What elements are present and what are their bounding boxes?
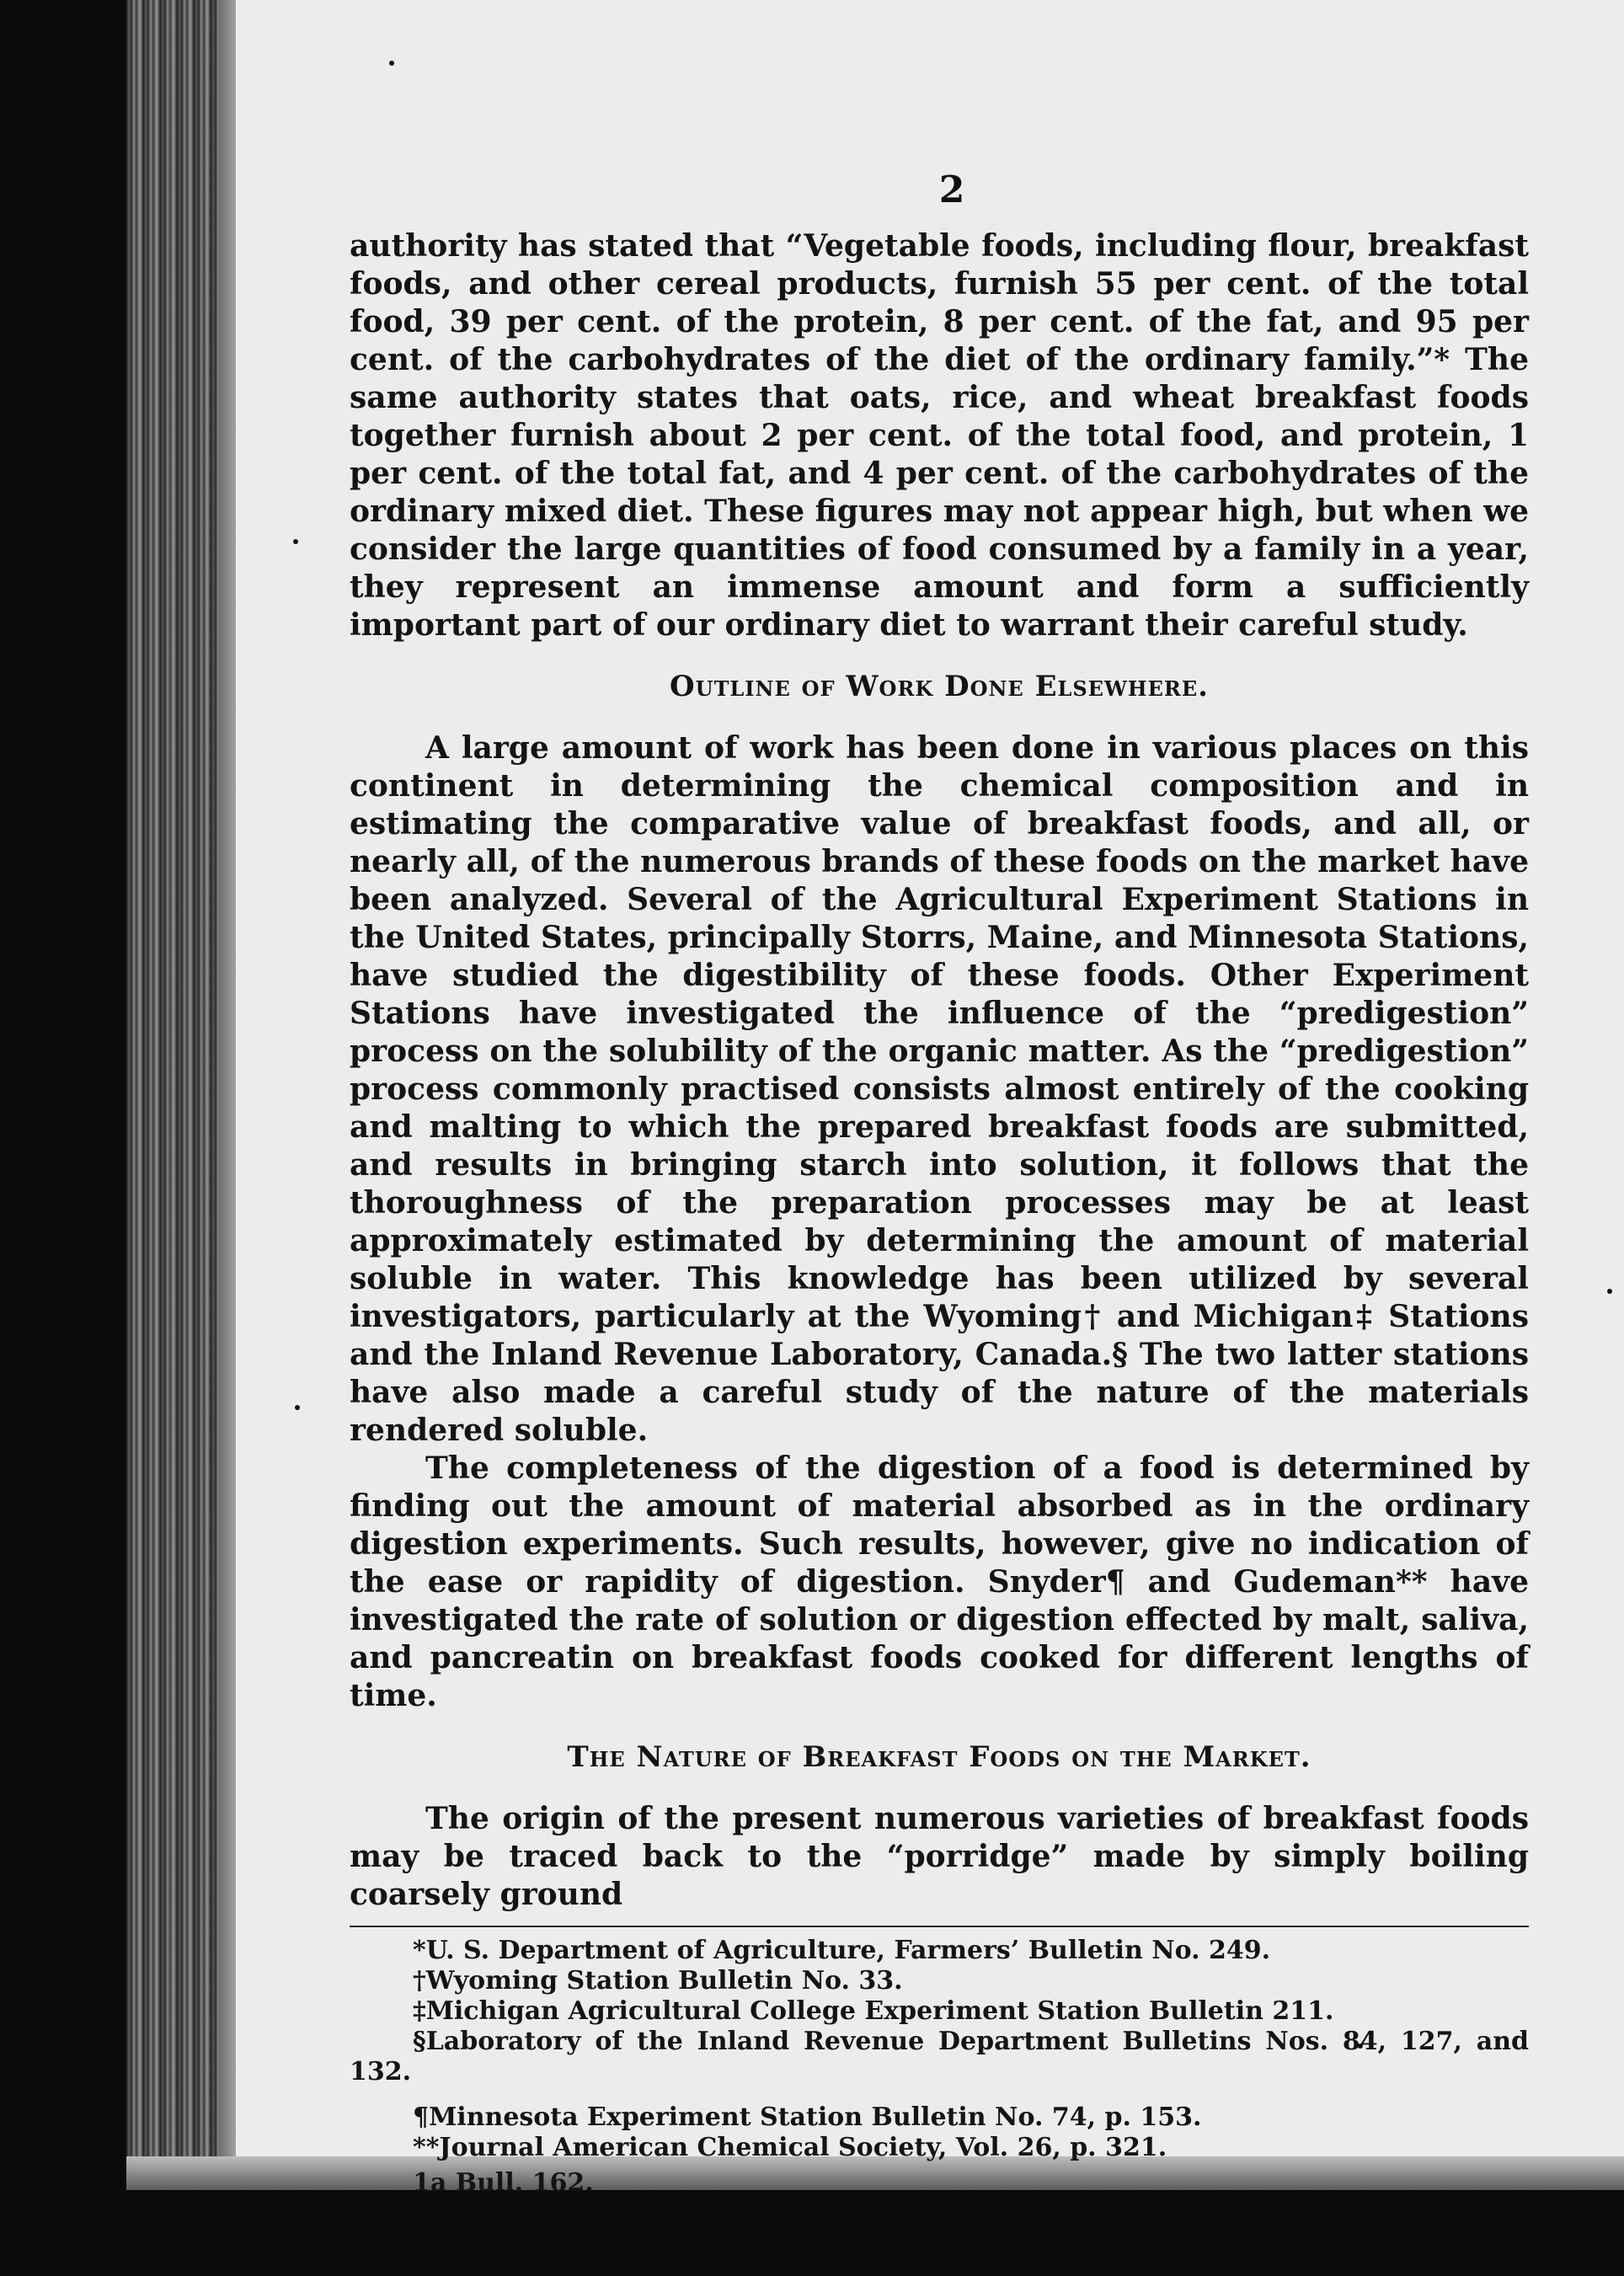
- footnote-rule: [350, 1926, 1529, 1927]
- footnote: †Wyoming Station Bulletin No. 33.: [413, 1966, 903, 1996]
- paragraph-origin: The origin of the present numerous varieties of breakfast foods may be traced back to the “porridge” made by simply boiling coarsely ground: [350, 1801, 1529, 1912]
- section-heading-outline: Outline of Work Done Elsewhere.: [670, 670, 1209, 703]
- page-number: 2: [938, 168, 965, 211]
- paragraph-work-done: A large amount of work has been done in various places on this continent in determining the chemical composition and in estimating the comparative value of breakfast foods, and all, or nearly all, of the numerous brands of these foods on the market have been analyzed. Several of the Agricultural Experiment Stations in the United States, principally Storrs, Maine, and Minnesota Stations, have studied the digestibility of these foods. Other Experiment Stations have investigated the influence of the “predigestion” process on the solubility of the organic matter. As the “predigestion” process commonly practised consists almost entirely of the cooking and malting to which the prepared breakfast foods are submitted, and results in bringing starch into solution, it follows that the thoroughness of the preparation processes may be at least approximately estimated by determining the amount of material soluble in water. This knowledge has been utilized by several investigators, particularly at the Wyoming† and Michigan‡ Stations and the Inland Revenue Laboratory, Canada.§ The two latter stations have also made a careful study of the nature of the materials rendered soluble.: [350, 730, 1529, 1448]
- section-heading-nature: The Nature of Breakfast Foods on the Market.: [567, 1740, 1311, 1774]
- paragraph-digestion: The completeness of the digestion of a food is determined by finding out the amount of material absorbed as in the ordinary digestion experiments. Such results, however, give no indication of the ease or rapidity of digestion. Snyder¶ and Gudeman** have investigated the rate of solution or digestion effected by malt, saliva, and pancreatin on breakfast foods cooked for different lengths of time.: [350, 1451, 1529, 1713]
- body-text: [350, 227, 1529, 2199]
- footnote: §Laboratory of the Inland Revenue Department Bulletins Nos. 84, 127, and 132.: [350, 2027, 1529, 2086]
- footnote: **Journal American Chemical Society, Vol. 26, p. 321.: [413, 2133, 1167, 2162]
- footnote: *U. S. Department of Agriculture, Farmers’ Bulletin No. 249.: [413, 1936, 1271, 1965]
- scan-speck: [1607, 1289, 1612, 1294]
- intro-paragraph: authority has stated that “Vegetable foods, including flour, breakfast foods, and other cereal products, furnish 55 per cent. of the total food, 39 per cent. of the protein, 8 per cent. of the fat, and 95 per cent. of the carbohydrates of the diet of the ordinary family.”* The same authority states that oats, rice, and wheat breakfast foods together furnish about 2 per cent. of the total food, and protein, 1 per cent. of the total fat, and 4 per cent. of the carbohydrates of the ordinary mixed diet. These figures may not appear high, but when we consider the large quantities of food consumed by a family in a year, they represent an immense amount and form a sufficiently important part of our ordinary diet to warrant their careful study.: [350, 228, 1529, 643]
- footnote: ‡Michigan Agricultural College Experiment Station Bulletin 211.: [413, 1996, 1334, 2026]
- scan-speck: [293, 539, 298, 544]
- footnote: ¶Minnesota Experiment Station Bulletin No. 74, p. 153.: [413, 2102, 1202, 2132]
- bulletin-signature: 1a Bull. 162.: [413, 2168, 594, 2198]
- scan-speck: [295, 1405, 300, 1410]
- footnotes: [350, 1936, 1529, 2199]
- scan-speck: [389, 61, 394, 66]
